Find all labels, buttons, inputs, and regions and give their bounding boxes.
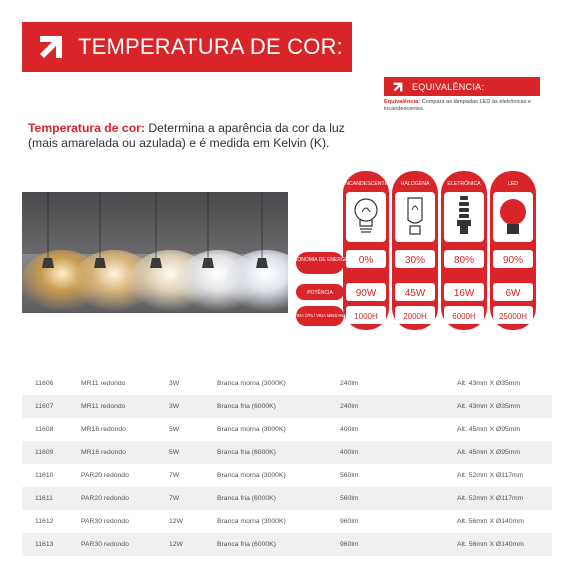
column-header: HALOGENA bbox=[400, 181, 430, 187]
product-model: PAR20 redondo bbox=[81, 472, 129, 479]
product-color-temp: Branca fria (6000K) bbox=[217, 449, 276, 456]
product-code: 11612 bbox=[35, 518, 54, 525]
product-model: MR16 redondo bbox=[81, 449, 126, 456]
table-row bbox=[22, 464, 552, 487]
column-header: LED bbox=[507, 181, 519, 187]
product-model: MR11 redondo bbox=[81, 403, 126, 410]
vida-util-value: 25000H bbox=[498, 312, 528, 321]
table-row bbox=[22, 418, 552, 441]
intro-label: Temperatura de cor: bbox=[28, 121, 145, 135]
product-power: 12W bbox=[169, 518, 183, 525]
potencia-value: 16W bbox=[453, 288, 475, 299]
product-lumens: 960lm bbox=[340, 518, 359, 525]
arrow-up-right-icon bbox=[36, 32, 66, 62]
row-label-potencia-text: POTÊNCIA bbox=[307, 290, 333, 296]
product-code: 11610 bbox=[35, 472, 54, 479]
product-lumens: 400lm bbox=[340, 449, 359, 456]
product-color-temp: Branca morna (3000K) bbox=[217, 472, 286, 479]
vida-util-value: 2000H bbox=[403, 312, 427, 321]
product-dimensions: Alt. 56mm X Ø140mm bbox=[457, 518, 524, 525]
product-power: 12W bbox=[169, 541, 183, 548]
product-model: PAR30 redondo bbox=[81, 541, 129, 548]
product-model: MR11 redondo bbox=[81, 380, 126, 387]
economia-value: 90% bbox=[502, 255, 524, 266]
product-color-temp: Branca morna (3000K) bbox=[217, 518, 286, 525]
product-dimensions: Alt. 43mm X Ø35mm bbox=[457, 380, 521, 387]
product-lumens: 560lm bbox=[340, 495, 359, 502]
product-code: 11613 bbox=[35, 541, 54, 548]
vida-util-value: 6000H bbox=[452, 312, 476, 321]
row-label-vida-util-text: VIDA ÚTIL/ VIDA MEDIANA bbox=[296, 313, 346, 318]
table-row bbox=[22, 487, 552, 510]
equivalencia-banner bbox=[384, 77, 540, 96]
table-row bbox=[22, 510, 552, 533]
row-label-economia bbox=[296, 252, 344, 274]
column-header: ELETRÔNICA bbox=[447, 181, 481, 187]
product-model: PAR30 redondo bbox=[81, 518, 129, 525]
economia-value: 80% bbox=[453, 255, 475, 266]
intro-text: Determina a aparência da cor da luz (mais amarelada ou azulada) e é medida em Kelvin (K). bbox=[28, 121, 345, 150]
equivalencia-label: Equivalência: bbox=[384, 99, 421, 105]
arrow-up-right-icon bbox=[392, 81, 404, 93]
table-row bbox=[22, 372, 552, 395]
product-color-temp: Branca morna (3000K) bbox=[217, 426, 286, 433]
comparison-graphic bbox=[296, 168, 536, 330]
product-dimensions: Alt. 52mm X Ø117mm bbox=[457, 472, 524, 479]
row-label-economia-text: ECONOMIA DE ENERGIA bbox=[296, 257, 350, 263]
product-dimensions: Alt. 43mm X Ø35mm bbox=[457, 403, 521, 410]
potencia-value: 6W bbox=[505, 288, 521, 299]
product-lumens: 240lm bbox=[340, 380, 359, 387]
product-power: 3W bbox=[169, 380, 180, 387]
product-color-temp: Branca fria (6000K) bbox=[217, 541, 276, 548]
product-code: 11606 bbox=[35, 380, 54, 387]
lamp-comparison-chart bbox=[296, 168, 536, 330]
product-power: 5W bbox=[169, 426, 180, 433]
product-lumens: 560lm bbox=[340, 472, 359, 479]
intro-paragraph bbox=[28, 121, 358, 150]
product-dimensions: Alt. 52mm X Ø117mm bbox=[457, 495, 524, 502]
product-lumens: 960lm bbox=[340, 541, 359, 548]
product-model: PAR20 redondo bbox=[81, 495, 129, 502]
product-code: 11607 bbox=[35, 403, 54, 410]
product-lumens: 400lm bbox=[340, 426, 359, 433]
product-dimensions: Alt. 45mm X Ø95mm bbox=[457, 426, 521, 433]
table-row bbox=[22, 533, 552, 556]
potencia-value: 90W bbox=[355, 288, 377, 299]
product-color-temp: Branca morna (3000K) bbox=[217, 380, 286, 387]
product-code: 11608 bbox=[35, 426, 54, 433]
product-code: 11611 bbox=[35, 495, 53, 502]
product-power: 5W bbox=[169, 449, 180, 456]
product-color-temp: Branca fria (6000K) bbox=[217, 495, 276, 502]
economia-value: 0% bbox=[358, 255, 374, 266]
table-row bbox=[22, 441, 552, 464]
product-code: 11609 bbox=[35, 449, 54, 456]
product-dimensions: Alt. 45mm X Ø95mm bbox=[457, 449, 521, 456]
product-lumens: 240lm bbox=[340, 403, 359, 410]
product-dimensions: Alt. 56mm X Ø140mm bbox=[457, 541, 524, 548]
vida-util-value: 1000H bbox=[354, 312, 378, 321]
equivalencia-title: EQUIVALÊNCIA: bbox=[412, 81, 485, 92]
product-power: 7W bbox=[169, 495, 180, 502]
economia-value: 30% bbox=[404, 255, 426, 266]
equivalencia-text: Compara as lâmpadas LED às eletrônicas e incandescentes. bbox=[384, 99, 532, 112]
potencia-value: 45W bbox=[404, 288, 426, 299]
table-row bbox=[22, 395, 552, 418]
product-table bbox=[22, 372, 552, 556]
product-color-temp: Branca fria (6000K) bbox=[217, 403, 276, 410]
product-power: 7W bbox=[169, 472, 180, 479]
pendant-lamps-image bbox=[22, 192, 288, 313]
page-title: TEMPERATURA DE COR: bbox=[78, 34, 343, 59]
equivalencia-description bbox=[384, 99, 544, 113]
product-model: MR16 redondo bbox=[81, 426, 126, 433]
product-power: 3W bbox=[169, 403, 180, 410]
title-banner bbox=[22, 22, 352, 72]
column-header: INCANDESCENTE bbox=[343, 181, 389, 187]
lamps-photo bbox=[22, 192, 288, 313]
